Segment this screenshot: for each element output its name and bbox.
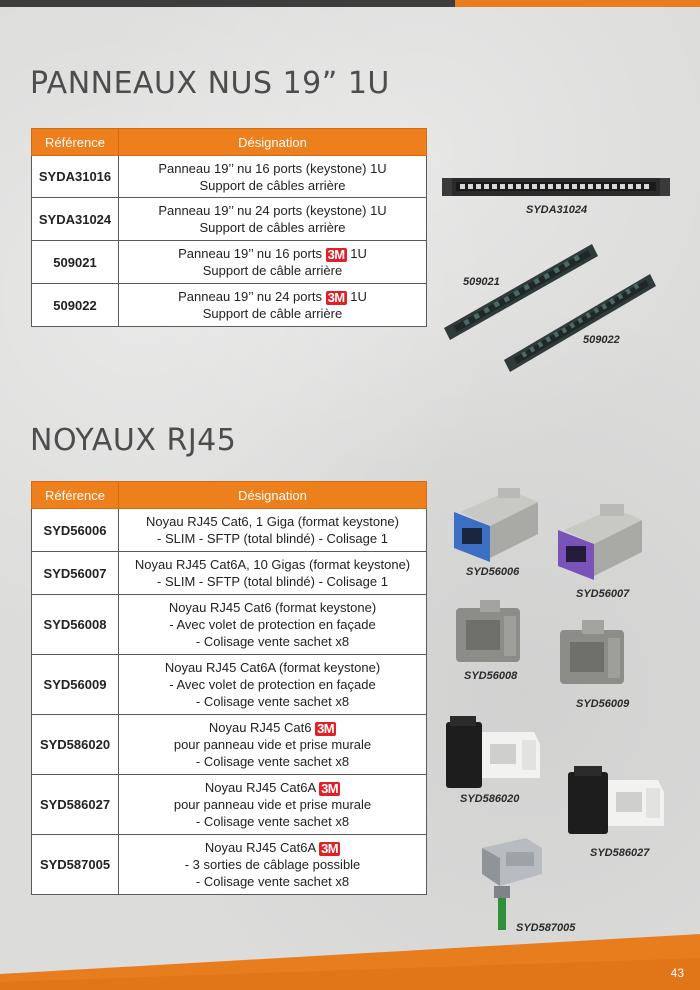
keystone-syd56007-image bbox=[554, 500, 646, 584]
desc-line: Support de câble arrière bbox=[202, 306, 343, 321]
label-syd587005: SYD587005 bbox=[516, 922, 576, 934]
table-row bbox=[32, 284, 427, 327]
keystone-syd586020-image bbox=[444, 714, 544, 792]
desc-text: Noyau RJ45 Cat6A bbox=[204, 780, 320, 795]
desc-line: pour panneau vide et prise murale bbox=[173, 737, 372, 752]
top-bar-orange bbox=[455, 0, 700, 7]
desc-line: Panneau 19’’ nu 16 ports (keystone) 1U bbox=[158, 160, 387, 176]
top-bar bbox=[0, 0, 700, 7]
desc-line: - SLIM - SFTP (total blindé) - Colisage 1 bbox=[157, 574, 388, 589]
ref-cell: SYD56009 bbox=[32, 655, 119, 715]
table-header-row bbox=[32, 129, 427, 156]
ref-cell: 509022 bbox=[32, 284, 119, 327]
keystone-syd56008-image bbox=[450, 598, 526, 666]
desc-text: Panneau 19’’ nu 16 ports bbox=[178, 246, 326, 261]
ref-cell: SYDA31024 bbox=[32, 198, 119, 241]
desc-line: Panneau 19’’ nu 24 ports (keystone) 1U bbox=[158, 203, 387, 218]
desc-line: Support de câbles arrière bbox=[199, 220, 346, 235]
label-syd56007: SYD56007 bbox=[576, 588, 630, 600]
patch-panel-509022-image bbox=[500, 266, 660, 378]
table-header-row bbox=[32, 482, 427, 509]
header-ref: Référence bbox=[32, 482, 119, 509]
table-row bbox=[32, 595, 427, 655]
desc-line: - Colisage vente sachet x8 bbox=[195, 634, 350, 649]
rj45-table bbox=[31, 481, 427, 895]
patch-panel-syda31024-image bbox=[440, 172, 672, 202]
table-row bbox=[32, 241, 427, 284]
3m-logo: 3M bbox=[321, 781, 339, 796]
label-syd56006: SYD56006 bbox=[466, 566, 520, 578]
desc-text: 1U bbox=[346, 289, 367, 304]
desc-line: - Avec volet de protection en façade bbox=[169, 617, 376, 632]
desc-line bbox=[123, 779, 422, 796]
header-designation: Désignation bbox=[119, 129, 427, 156]
desc-line: pour panneau vide et prise murale bbox=[173, 797, 372, 812]
ref-cell: SYDA31016 bbox=[32, 156, 119, 198]
desc-text: Noyau RJ45 Cat6 bbox=[208, 720, 316, 735]
bottom-band bbox=[0, 930, 700, 990]
label-syd56008: SYD56008 bbox=[464, 670, 518, 682]
desc-line: Noyau RJ45 Cat6 (format keystone) bbox=[168, 600, 377, 615]
keystone-syd586027-image bbox=[566, 764, 666, 838]
designation-cell bbox=[119, 198, 427, 241]
keystone-syd56009-image bbox=[554, 618, 630, 688]
3m-logo: 3M bbox=[327, 247, 345, 262]
label-syd56009: SYD56009 bbox=[576, 698, 630, 710]
desc-line: Support de câbles arrière bbox=[199, 177, 346, 193]
3m-logo: 3M bbox=[327, 290, 345, 305]
designation-cell bbox=[119, 509, 427, 552]
desc-line: - Colisage vente sachet x8 bbox=[195, 754, 350, 769]
table-row bbox=[32, 715, 427, 775]
keystone-syd587005-image bbox=[476, 834, 548, 930]
label-syd586020: SYD586020 bbox=[460, 793, 520, 805]
table-row bbox=[32, 552, 427, 595]
designation-cell bbox=[119, 655, 427, 715]
ref-cell: SYD56008 bbox=[32, 595, 119, 655]
ref-cell: 509021 bbox=[32, 241, 119, 284]
header-designation: Désignation bbox=[119, 482, 427, 509]
ref-cell: SYD56007 bbox=[32, 552, 119, 595]
ref-cell: SYD586027 bbox=[32, 775, 119, 835]
desc-line: - 3 sorties de câblage possible bbox=[184, 857, 361, 872]
designation-cell bbox=[119, 835, 427, 895]
table-row bbox=[32, 156, 427, 198]
table-row bbox=[32, 198, 427, 241]
desc-line: - Colisage vente sachet x8 bbox=[195, 694, 350, 709]
designation-cell bbox=[119, 775, 427, 835]
designation-cell bbox=[119, 715, 427, 775]
3m-logo: 3M bbox=[321, 841, 339, 856]
desc-line: - Colisage vente sachet x8 bbox=[195, 814, 350, 829]
keystone-syd56006-image bbox=[450, 484, 542, 566]
label-syda31024: SYDA31024 bbox=[526, 204, 588, 216]
desc-line bbox=[123, 839, 422, 856]
section-title-rj45: NOYAUX RJ45 bbox=[30, 423, 237, 458]
desc-text: Noyau RJ45 Cat6A bbox=[204, 840, 320, 855]
table-row bbox=[32, 655, 427, 715]
desc-line: - SLIM - SFTP (total blindé) - Colisage 1 bbox=[157, 531, 388, 546]
table-row bbox=[32, 775, 427, 835]
desc-line bbox=[123, 245, 422, 262]
designation-cell bbox=[119, 284, 427, 327]
header-ref: Référence bbox=[32, 129, 119, 156]
3m-logo: 3M bbox=[317, 721, 335, 736]
desc-line: - Colisage vente sachet x8 bbox=[195, 874, 350, 889]
ref-cell: SYD587005 bbox=[32, 835, 119, 895]
desc-line: Noyau RJ45 Cat6A (format keystone) bbox=[164, 660, 381, 675]
desc-text: Panneau 19’’ nu 24 ports bbox=[178, 289, 326, 304]
designation-cell bbox=[119, 595, 427, 655]
designation-cell bbox=[119, 552, 427, 595]
desc-text: 1U bbox=[346, 246, 367, 261]
designation-cell bbox=[119, 156, 427, 198]
table-row bbox=[32, 835, 427, 895]
desc-line bbox=[123, 719, 422, 736]
desc-line: Support de câble arrière bbox=[202, 263, 343, 278]
table-row bbox=[32, 509, 427, 552]
desc-line: - Avec volet de protection en façade bbox=[169, 677, 376, 692]
label-509022: 509022 bbox=[583, 334, 620, 346]
ref-cell: SYD56006 bbox=[32, 509, 119, 552]
label-syd586027: SYD586027 bbox=[590, 847, 650, 859]
panels-table bbox=[31, 128, 427, 327]
desc-line: Noyau RJ45 Cat6A, 10 Gigas (format keystone) bbox=[134, 557, 411, 572]
desc-line bbox=[123, 288, 422, 305]
section-title-panels: PANNEAUX NUS 19” 1U bbox=[30, 66, 390, 101]
ref-cell: SYD586020 bbox=[32, 715, 119, 775]
page-number: 43 bbox=[670, 966, 684, 980]
top-bar-dark bbox=[0, 0, 455, 7]
desc-line: Noyau RJ45 Cat6, 1 Giga (format keystone) bbox=[146, 514, 399, 529]
designation-cell bbox=[119, 241, 427, 284]
label-509021: 509021 bbox=[463, 276, 500, 288]
